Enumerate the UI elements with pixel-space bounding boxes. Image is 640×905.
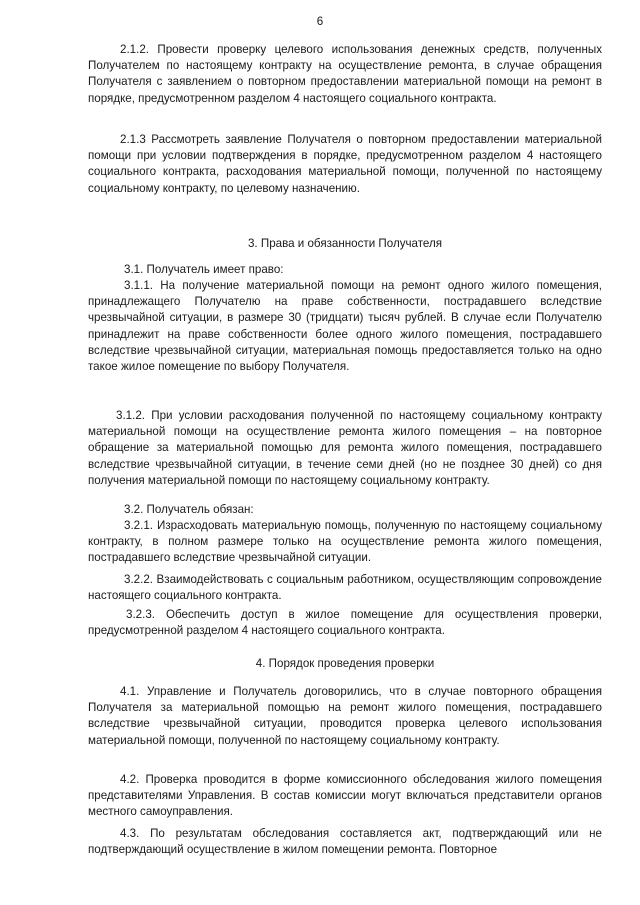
- paragraph-2-1-2: 2.1.2. Провести проверку целевого использования денежных средств, полученных Получателем по настоящему контракту на осуществление ремонта, в случае обращения Получателя с заявлением о повторном предоставлении материальной помощи на ремонт в порядке, предусмотренном разделом 4 настоящего социального контракта.: [88, 43, 602, 105]
- section-heading-3: 3. Права и обязанности Получателя: [247, 237, 443, 250]
- paragraph-3-1: 3.1. Получатель имеет право:: [124, 263, 284, 276]
- paragraph-2-1-3: 2.1.3 Рассмотреть заявление Получателя о повторном предоставлении материальной помощи при условии подтверждения в порядке, предусмотренном разделом 4 настоящего социального контракта, расходования материальной помощи, полученной по настоящему социальному контракту, по целевому назначению.: [88, 133, 602, 195]
- paragraph-3-1-2: 3.1.2. При условии расходования полученной по настоящему социальному контракту материальной помощи на осуществление ремонта жилого помещения – на повторное обращение за материальной помощью для ремонта жилого помещения, пострадавшего вследствие чрезвычайной ситуации, в течение семи дней (но не позднее 30 дней) со дня получения материальной помощи по настоящему социальному контракту.: [88, 409, 602, 487]
- paragraph-4-3: 4.3. По результатам обследования составляется акт, подтверждающий или не подтверждающий осуществление в жилом помещении ремонта. Повторное: [88, 827, 602, 857]
- paragraph-4-1: 4.1. Управление и Получатель договорились, что в случае повторного обращения Получателя за материальной помощью на ремонт жилого помещения, пострадавшего вследствие чрезвычайной ситуации, проводится проверка целевого использования материальной помощи, полученной по настоящему социальному контракту.: [88, 685, 602, 747]
- paragraph-3-2-3: 3.2.3. Обеспечить доступ в жилое помещение для осуществления проверки, предусмотренной разделом 4 настоящего социального контракта.: [88, 608, 602, 638]
- section-heading-4: 4. Порядок проведения проверки: [255, 657, 435, 670]
- page-number: 6: [316, 15, 324, 28]
- paragraph-3-2: 3.2. Получатель обязан:: [124, 503, 254, 516]
- paragraph-3-2-1: 3.2.1. Израсходовать материальную помощь, полученную по настоящему социальному контракту, в полном размере только на осуществление ремонта жилого помещения, пострадавшего вследствие чрезвычайной ситуации.: [88, 519, 602, 565]
- paragraph-3-1-1: 3.1.1. На получение материальной помощи на ремонт одного жилого помещения, принадлежащего Получателю на праве собственности, пострадавшего вследствие чрезвычайной ситуации, в размере 30 (тридцати) тысяч рублей. В случае если Получателю принадлежит на праве собственности более одного жилого помещения, пострадавшего вследствие чрезвычайной ситуации, материальная помощь предоставляется только на одно такое жилое помещение по выбору Получателя.: [88, 279, 602, 374]
- paragraph-3-2-2: 3.2.2. Взаимодействовать с социальным работником, осуществляющим сопровождение настоящего социального контракта.: [88, 573, 602, 603]
- paragraph-4-2: 4.2. Проверка проводится в форме комиссионного обследования жилого помещения представителями Управления. В состав комиссии могут включаться представители органов местного самоуправления.: [88, 773, 602, 819]
